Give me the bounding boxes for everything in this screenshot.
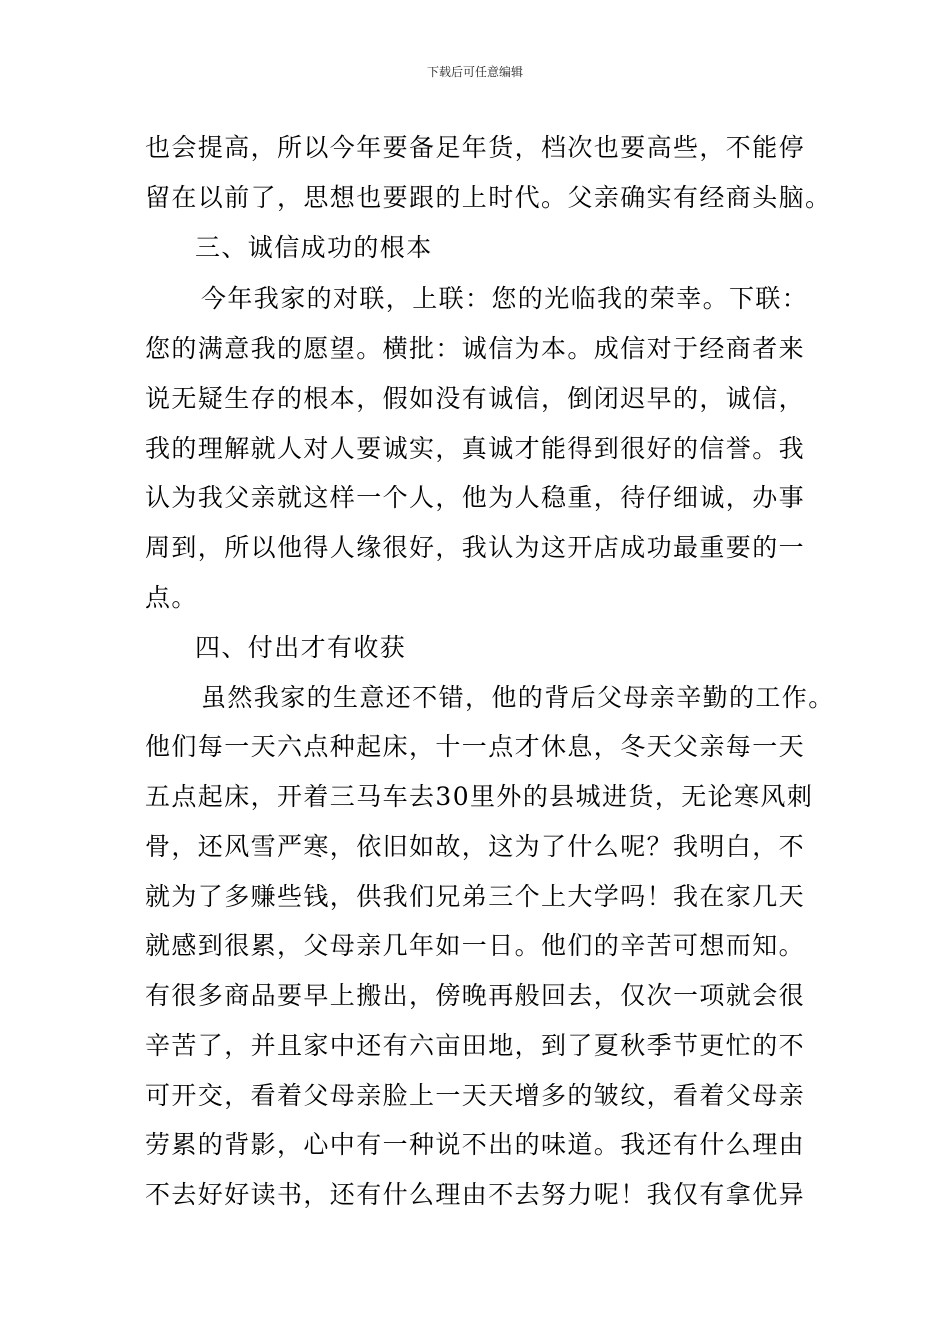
text-line: 辛苦了，并且家中还有六亩田地，到了夏秋季节更忙的不 [145,1031,806,1060]
text-line: 说无疑生存的根本，假如没有诚信，倒闭迟早的，诚信， [145,384,806,413]
text-line: 认为我父亲就这样一个人，他为人稳重，待仔细诚，办事 [145,483,806,512]
text-line: 五点起床，开着三马车去30里外的县城进货，无论寒风刺 [145,782,814,811]
text-line: 可开交，看着父母亲脸上一天天增多的皱纹，看着父母亲 [145,1081,806,1110]
text-line: 不去好好读书，还有什么理由不去努力呢！我仅有拿优异 [145,1180,806,1209]
text-line: 就为了多赚些钱，供我们兄弟三个上大学吗！我在家几天 [145,882,806,911]
text-line: 虽然我家的生意还不错，他的背后父母亲辛勤的工作。 [201,683,835,712]
text-line: 周到，所以他得人缘很好，我认为这开店成功最重要的一 [145,533,806,562]
text-line: 有很多商品要早上搬出，傍晚再般回去，仅次一项就会很 [145,981,806,1010]
text-line: 点。 [145,583,198,612]
text-line: 他们每一天六点种起床，十一点才休息，冬天父亲每一天 [145,732,806,761]
text-line: 我的理解就人对人要诚实，真诚才能得到很好的信誉。我 [145,434,806,463]
text-line: 就感到很累，父母亲几年如一日。他们的辛苦可想而知。 [145,931,806,960]
section-heading: 三、诚信成功的根本 [195,233,433,262]
page-header: 下载后可任意编辑 [426,65,523,79]
text-line: 留在以前了，思想也要跟的上时代。父亲确实有经商头脑。 [145,183,832,212]
text-line: 劳累的背影，心中有一种说不出的味道。我还有什么理由 [145,1130,806,1159]
text-line: 您的满意我的愿望。横批：诚信为本。成信对于经商者来 [145,334,806,363]
section-heading: 四、付出才有收获 [195,633,407,662]
text-line: 今年我家的对联，上联：您的光临我的荣幸。下联： [201,284,809,313]
text-line: 骨，还风雪严寒，依旧如故，这为了什么呢？我明白，不 [145,832,806,861]
text-line: 也会提高，所以今年要备足年货，档次也要高些，不能停 [145,133,806,162]
